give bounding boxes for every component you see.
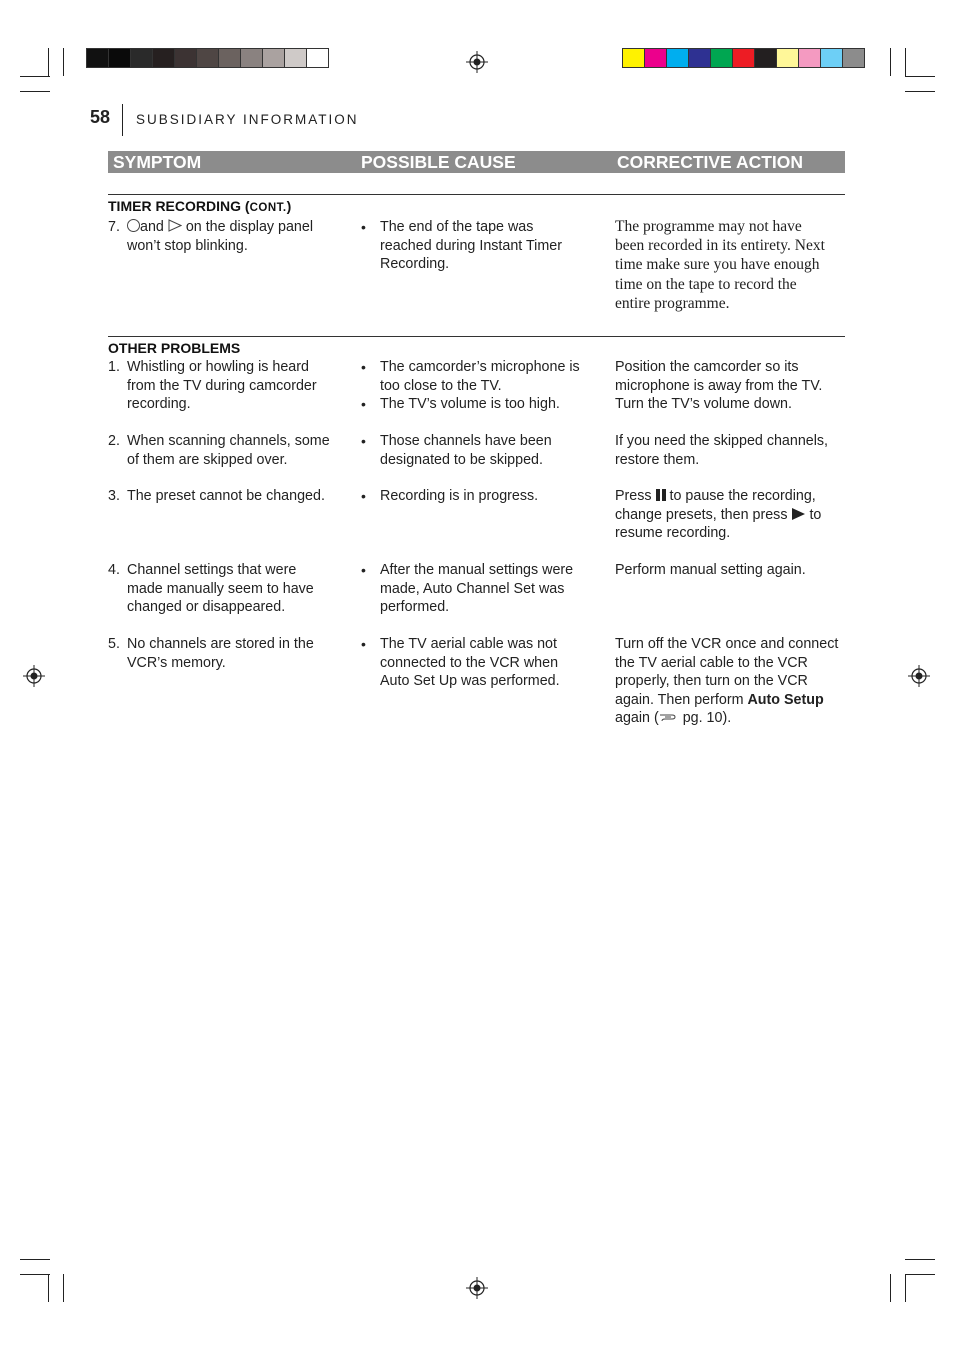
action-text: Perform manual setting again. [615, 562, 806, 578]
registration-mark-icon [23, 665, 45, 687]
color-swatch [262, 48, 285, 68]
color-swatch [666, 48, 689, 68]
section-divider [108, 336, 845, 337]
bullet: • [361, 562, 366, 578]
item-number: 2. [108, 433, 120, 449]
bullet: • [361, 636, 366, 652]
action-text: The programme may not have been recorded in its entirety. Next time make sure you have enough time on the tape to record the entire programme. [615, 218, 825, 312]
color-swatch [306, 48, 329, 68]
color-swatch [644, 48, 667, 68]
registration-mark-icon [466, 51, 488, 73]
bullet: • [361, 396, 366, 412]
action-text: Turn off the VCR once and connect the TV aerial cable to the VCR properly, then turn on the VCR again. Then perform Auto Setup again ( pg. 10). [615, 636, 839, 727]
color-swatch [152, 48, 175, 68]
color-swatch [196, 48, 219, 68]
symptom-text: and on the display panel won’t stop blinking. [127, 219, 314, 254]
color-swatch [842, 48, 865, 68]
item-number: 3. [108, 488, 120, 504]
group-title-timer-recording: TIMER RECORDING (CONT.) [108, 198, 292, 214]
symptom-text: When scanning channels, some of them are skipped over. [127, 433, 330, 468]
bullet: • [361, 488, 366, 504]
cause-text: The TV’s volume is too high. [380, 396, 560, 412]
page-number: 58 [90, 107, 111, 127]
cause-text: The camcorder’s microphone is too close to the TV. [380, 359, 580, 394]
color-swatch [130, 48, 153, 68]
color-swatch [820, 48, 843, 68]
bullet: • [361, 359, 366, 375]
color-swatch [284, 48, 307, 68]
color-swatch [86, 48, 109, 68]
play-outline-icon [168, 219, 182, 232]
action-text: Position the camcorder so its microphone is away from the TV. Turn the TV’s volume down. [615, 359, 823, 413]
section-divider [108, 194, 845, 195]
cause-text: After the manual settings were made, Auto Channel Set was performed. [380, 562, 574, 616]
color-swatch [218, 48, 241, 68]
color-swatch [688, 48, 711, 68]
color-swatch [710, 48, 733, 68]
play-icon [791, 508, 805, 520]
record-circle-icon [127, 219, 140, 232]
symptom-text: No channels are stored in the VCR’s memory. [127, 636, 314, 671]
symptom-text: Whistling or howling is heard from the TV during camcorder recording. [127, 359, 317, 413]
action-text: If you need the skipped channels, restore them. [615, 433, 829, 468]
item-number: 5. [108, 636, 120, 652]
registration-mark-icon [466, 1277, 488, 1299]
column-header-action: CORRECTIVE ACTION [617, 152, 804, 172]
item-number: 1. [108, 359, 120, 375]
cause-text: Recording is in progress. [380, 488, 539, 504]
color-swatch [798, 48, 821, 68]
cause-text: The end of the tape was reached during Instant Timer Recording. [380, 219, 562, 273]
cause-text: The TV aerial cable was not connected to the VCR when Auto Set Up was performed. [380, 636, 560, 690]
item-number: 7. [108, 219, 120, 235]
header-divider [122, 104, 123, 136]
action-text: Press to pause the recording, change presets, then press to resume recording. [615, 488, 822, 542]
color-swatch [174, 48, 197, 68]
color-swatch [776, 48, 799, 68]
color-swatch [240, 48, 263, 68]
pointing-hand-icon [659, 711, 679, 723]
section-title: SUBSIDIARY INFORMATION [136, 112, 359, 127]
color-swatch [754, 48, 777, 68]
column-header-cause: POSSIBLE CAUSE [361, 152, 516, 172]
bullet: • [361, 219, 366, 235]
symptom-text: Channel settings that were made manually seem to have changed or disappeared. [127, 562, 314, 616]
color-swatch [108, 48, 131, 68]
registration-mark-icon [908, 665, 930, 687]
auto-setup-label: Auto Setup [747, 691, 824, 708]
bullet: • [361, 433, 366, 449]
item-number: 4. [108, 562, 120, 578]
column-header-symptom: SYMPTOM [113, 152, 202, 172]
group-title-other-problems: OTHER PROBLEMS [108, 340, 241, 356]
pause-icon [656, 489, 666, 501]
color-swatch [622, 48, 645, 68]
symptom-text: The preset cannot be changed. [127, 488, 325, 504]
cause-text: Those channels have been designated to be skipped. [380, 433, 552, 468]
color-swatch [732, 48, 755, 68]
